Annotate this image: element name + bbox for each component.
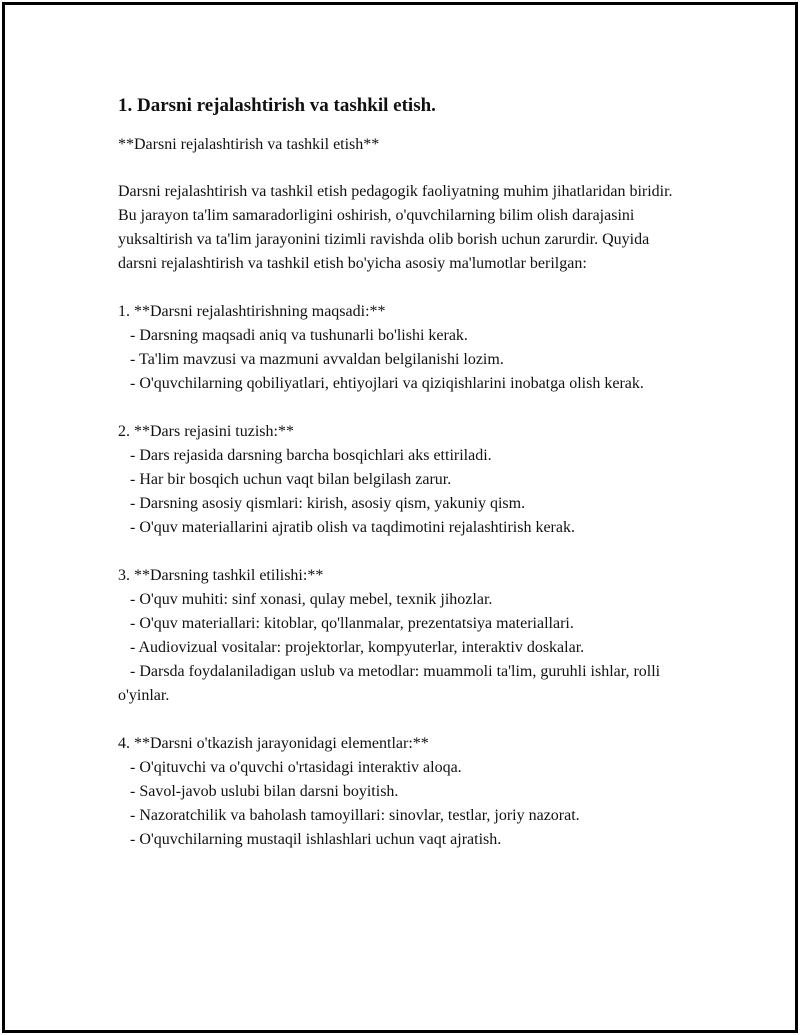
list-item: - Nazoratchilik va baholash tamoyillari: sinovlar, testlar, joriy nazorat. <box>130 807 580 824</box>
section-title: 3. **Darsning tashkil etilishi:** <box>118 567 324 584</box>
list-item: - O'quv materiallarini ajratib olish va taqdimotini rejalashtirish kerak. <box>130 519 575 536</box>
document-body <box>118 94 678 852</box>
list-item: - Darsning asosiy qismlari: kirish, asosiy qism, yakuniy qism. <box>130 495 526 512</box>
section-elements <box>118 732 678 852</box>
list-item: - Dars rejasida darsning barcha bosqichlari aks ettiriladi. <box>130 447 492 464</box>
document-heading: 1. Darsni rejalashtirish va tashkil etish. <box>118 95 436 116</box>
document-subtitle: **Darsni rejalashtirish va tashkil etish** <box>118 136 380 153</box>
section-title: 2. **Dars rejasini tuzish:** <box>118 423 294 440</box>
list-item: - Audiovizual vositalar: projektorlar, kompyuterlar, interaktiv doskalar. <box>130 639 585 656</box>
list-item: - Savol-javob uslubi bilan darsni boyitish. <box>130 783 399 800</box>
section-title: 1. **Darsni rejalashtirishning maqsadi:** <box>118 303 386 320</box>
list-item: - Ta'lim mavzusi va mazmuni avvaldan belgilanishi lozim. <box>130 351 504 368</box>
section-title: 4. **Darsni o'tkazish jarayonidagi elementlar:** <box>118 735 429 752</box>
list-item: - O'quv muhiti: sinf xonasi, qulay mebel, texnik jihozlar. <box>130 591 493 608</box>
list-item: - Har bir bosqich uchun vaqt bilan belgilash zarur. <box>130 471 452 488</box>
list-item: - O'quvchilarning qobiliyatlari, ehtiyojlari va qiziqishlarini inobatga olish kerak. <box>130 375 644 392</box>
section-goal <box>118 300 678 396</box>
list-item: - Darsning maqsadi aniq va tushunarli bo'lishi kerak. <box>130 327 468 344</box>
section-organization <box>118 564 678 708</box>
list-item: - O'quvchilarning mustaqil ishlashlari uchun vaqt ajratish. <box>130 831 502 848</box>
list-item: - O'quv materiallari: kitoblar, qo'llanmalar, prezentatsiya materiallari. <box>130 615 574 632</box>
list-item: - Darsda foydalaniladigan uslub va metodlar: muammoli ta'lim, guruhli ishlar, rolli o'yinlar. <box>118 663 665 704</box>
intro-paragraph: Darsni rejalashtirish va tashkil etish pedagogik faoliyatning muhim jihatlaridan biridir. Bu jarayon ta'lim samaradorligini oshirish, o'quvchilarning bilim olish darajasini yuksaltirish va ta'lim jarayonini tizimli ravishda olib borish uchun zarurdir. Quyida darsni rejalashtirish va tashkil etish bo'yicha asosiy ma'lumotlar berilgan: <box>118 183 673 272</box>
list-item: - O'qituvchi va o'quvchi o'rtasidagi interaktiv aloqa. <box>130 759 462 776</box>
section-plan <box>118 420 678 540</box>
